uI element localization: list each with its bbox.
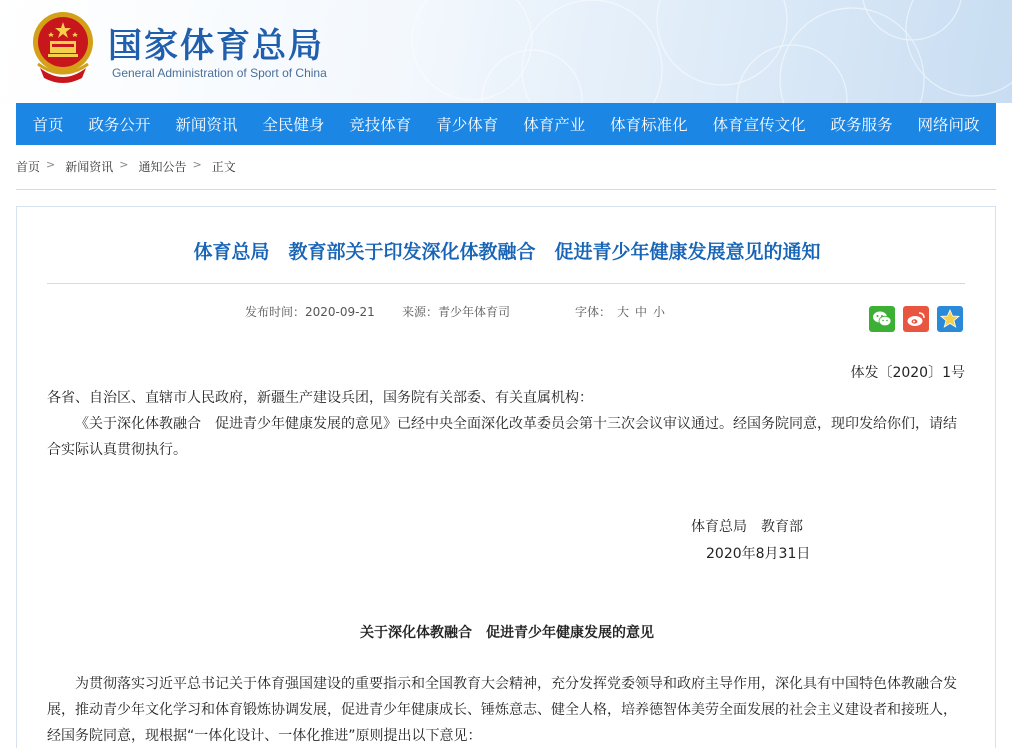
nav-item-culture[interactable]: 体育宣传文化 bbox=[712, 116, 806, 134]
weibo-icon[interactable] bbox=[903, 306, 929, 332]
nav-item-news[interactable]: 新闻资讯 bbox=[175, 116, 238, 134]
site-title[interactable]: 国家体育总局 bbox=[108, 26, 324, 66]
nav-item-youth-sports[interactable]: 青少体育 bbox=[436, 116, 499, 134]
main-nav bbox=[16, 103, 996, 145]
font-size-control bbox=[575, 303, 665, 320]
source-value: 青少年体育司 bbox=[438, 305, 511, 319]
site-subtitle: General Administration of Sport of China bbox=[112, 66, 327, 80]
body-paragraph: 《关于深化体教融合 促进青少年健康发展的意见》已经中央全面深化改革委员会第十三次会议审议通过。经国务院同意，现印发给你们，请结合实际认真贯彻执行。 bbox=[47, 416, 957, 458]
wechat-icon[interactable] bbox=[869, 306, 895, 332]
breadcrumb-current: 正文 bbox=[211, 160, 236, 174]
opinion-title: 关于深化体教融合 促进青少年健康发展的意见 bbox=[360, 625, 654, 641]
font-size-small[interactable]: 小 bbox=[653, 305, 666, 319]
chevron-right-icon: > bbox=[192, 158, 202, 171]
article-source bbox=[402, 303, 510, 320]
nav-item-fitness[interactable]: 全民健身 bbox=[262, 116, 325, 134]
chevron-right-icon: > bbox=[46, 158, 56, 171]
nav-item-services[interactable]: 政务服务 bbox=[830, 116, 893, 134]
nav-item-standardization[interactable]: 体育标准化 bbox=[610, 116, 688, 134]
article-title: 体育总局 教育部关于印发深化体教融合 促进青少年健康发展意见的通知 bbox=[193, 241, 821, 263]
recipients: 各省、自治区、直辖市人民政府，新疆生产建设兵团，国务院有关部委、有关直属机构： bbox=[47, 390, 593, 406]
article-container bbox=[16, 206, 996, 748]
signatories: 体育总局 教育部 bbox=[691, 519, 803, 535]
favorite-icon[interactable] bbox=[937, 306, 963, 332]
source-label: 来源： bbox=[402, 305, 439, 319]
breadcrumb bbox=[16, 158, 996, 190]
nav-item-home[interactable]: 首页 bbox=[32, 116, 64, 134]
intro-paragraph: 为贯彻落实习近平总书记关于体育强国建设的重要指示和全国教育大会精神，充分发挥党委领导和政府主导作用，深化具有中国特色体教融合发展，推动青少年文化学习和体育锻炼协调发展，促进青少年健康成长、锤炼意志、健全人格，培养德智体美劳全面发展的社会主义建设者和接班人，经国务院同意，现根据“一体化设计、一体化推进”原则提出以下意见： bbox=[47, 676, 957, 744]
chevron-right-icon: > bbox=[119, 158, 129, 171]
font-size-label: 字体： bbox=[575, 305, 612, 319]
publish-date-value: 2020-09-21 bbox=[305, 305, 375, 319]
header-pattern bbox=[392, 0, 1012, 103]
nav-item-competitive-sports[interactable]: 竞技体育 bbox=[349, 116, 412, 134]
breadcrumb-news[interactable]: 新闻资讯 bbox=[65, 160, 114, 174]
site-header bbox=[0, 0, 1012, 103]
nav-item-sports-industry[interactable]: 体育产业 bbox=[523, 116, 586, 134]
national-emblem-icon bbox=[30, 8, 96, 84]
nav-item-inquiry[interactable]: 网络问政 bbox=[917, 116, 980, 134]
sign-date: 2020年8月31日 bbox=[706, 546, 811, 562]
breadcrumb-notices[interactable]: 通知公告 bbox=[138, 160, 187, 174]
publish-date-label: 发布时间： bbox=[245, 305, 306, 319]
breadcrumb-home[interactable]: 首页 bbox=[16, 160, 41, 174]
document-number: 体发〔2020〕1号 bbox=[850, 365, 965, 381]
font-size-large[interactable]: 大 bbox=[617, 305, 630, 319]
share-bar bbox=[869, 306, 963, 332]
title-divider bbox=[47, 283, 965, 284]
nav-item-government-affairs[interactable]: 政务公开 bbox=[88, 116, 151, 134]
font-size-medium[interactable]: 中 bbox=[635, 305, 648, 319]
publish-date bbox=[245, 303, 375, 320]
